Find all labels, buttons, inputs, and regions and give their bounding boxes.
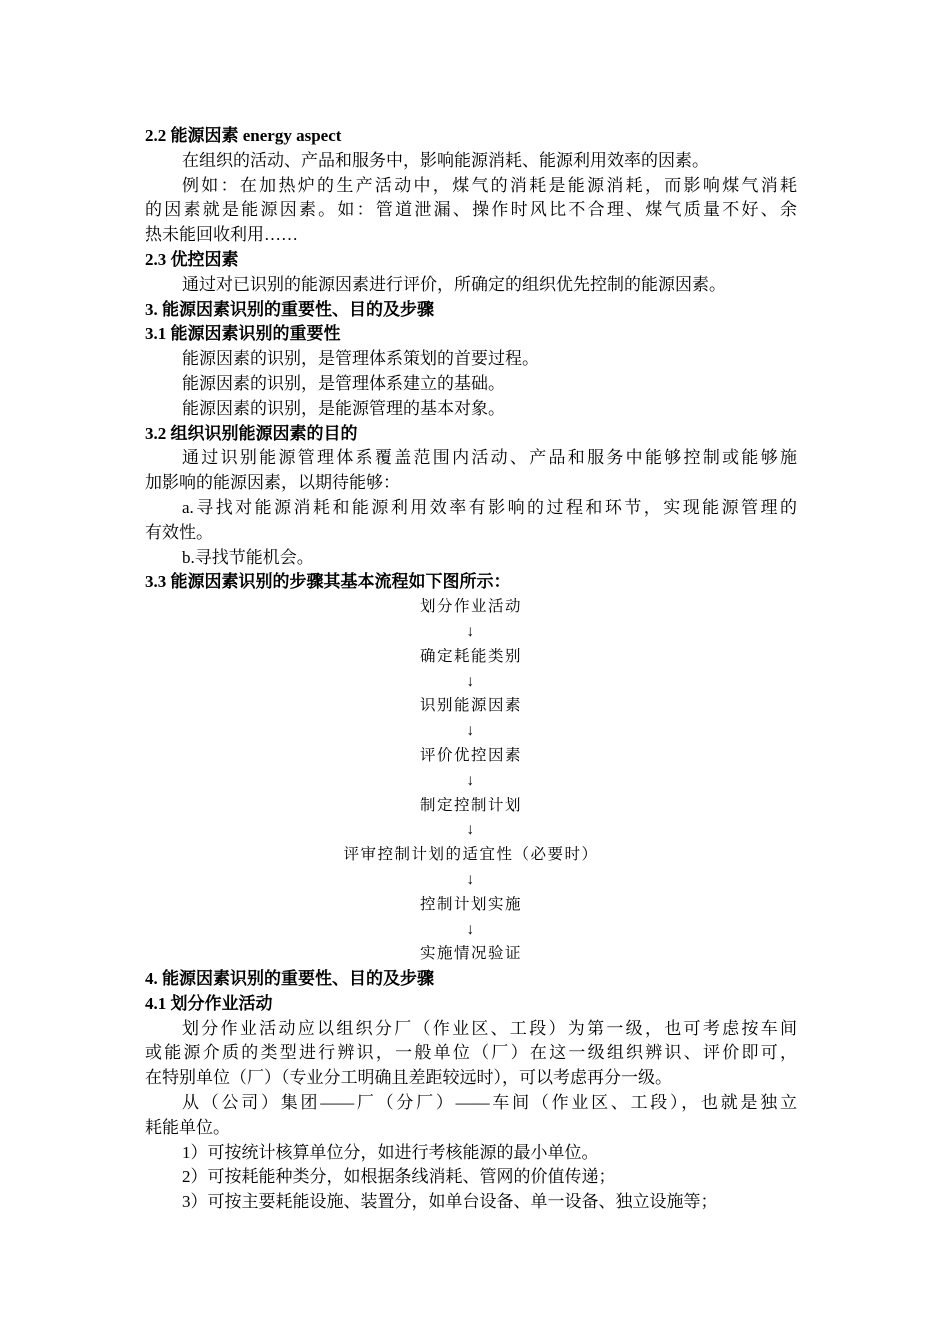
paragraph-line: 从（公司）集团——厂（分厂）——车间（作业区、工段），也就是独立 [182, 1093, 797, 1113]
flow-step-8: 实施情况验证 [419, 945, 522, 963]
paragraph: 能源因素的识别，是能源管理的基本对象。 [182, 398, 505, 418]
paragraph: 通过对已识别的能源因素进行评价，所确定的组织优先控制的能源因素。 [182, 274, 726, 294]
paragraph: 能源因素的识别，是管理体系策划的首要过程。 [182, 349, 539, 369]
section-heading-3-2: 3.2 组织识别能源因素的目的 [145, 423, 358, 443]
paragraph-line: 在特别单位（厂）（专业分工明确且差距较远时），可以考虑再分一级。 [145, 1068, 672, 1088]
section-heading-2-2: 2.2 能源因素 energy aspect [145, 126, 342, 145]
flow-arrow: ↓ [466, 870, 476, 888]
document-body [145, 124, 797, 1215]
list-item-b: b.寻找节能机会。 [182, 547, 314, 567]
flow-arrow: ↓ [466, 771, 476, 789]
section-heading-4-1: 4.1 划分作业活动 [145, 993, 273, 1013]
paragraph: 在组织的活动、产品和服务中，影响能源消耗、能源利用效率的因素。 [182, 150, 709, 170]
section-heading-3-3: 3.3 能源因素识别的步骤其基本流程如下图所示： [145, 572, 511, 592]
flow-step-6: 评审控制计划的适宜性（必要时） [343, 846, 599, 864]
list-item-1: 1）可按统计核算单位分，如进行考核能源的最小单位。 [182, 1142, 599, 1162]
list-item-a: a.寻找对能源消耗和能源利用效率有影响的过程和环节，实现能源管理的 [182, 497, 797, 517]
paragraph-line: 通过识别能源管理体系覆盖范围内活动、产品和服务中能够控制或能够施 [182, 448, 797, 468]
section-heading-4: 4. 能源因素识别的重要性、目的及步骤 [145, 969, 434, 989]
flow-step-1: 划分作业活动 [419, 598, 522, 616]
flowchart [145, 595, 797, 967]
paragraph-line: 加影响的能源因素，以期待能够： [145, 473, 400, 493]
section-heading-3: 3. 能源因素识别的重要性、目的及步骤 [145, 299, 434, 319]
paragraph-line: 耗能单位。 [145, 1117, 230, 1137]
flow-arrow: ↓ [466, 672, 476, 690]
paragraph: 能源因素的识别，是管理体系建立的基础。 [182, 373, 505, 393]
flow-step-7: 控制计划实施 [419, 895, 522, 913]
paragraph-line: 的因素就是能源因素。如：管道泄漏、操作时风比不合理、煤气质量不好、余 [145, 200, 797, 220]
list-item-3: 3）可按主要耗能设施、装置分，如单台设备、单一设备、独立设施等； [182, 1192, 718, 1212]
paragraph-line: 例如：在加热炉的生产活动中，煤气的消耗是能源消耗，而影响煤气消耗 [182, 175, 797, 195]
flow-arrow: ↓ [466, 821, 476, 839]
list-item-2: 2）可按耗能种类分，如根据条线消耗、管网的价值传递； [182, 1167, 616, 1187]
flow-arrow: ↓ [466, 622, 476, 640]
flow-step-5: 制定控制计划 [419, 796, 522, 814]
flow-step-3: 识别能源因素 [419, 697, 522, 715]
section-heading-2-3: 2.3 优控因素 [145, 249, 239, 269]
flow-step-2: 确定耗能类别 [419, 647, 522, 665]
flow-arrow: ↓ [466, 722, 476, 740]
flow-step-4: 评价优控因素 [419, 746, 522, 764]
paragraph-line: 划分作业活动应以组织分厂（作业区、工段）为第一级，也可考虑按车间 [182, 1018, 797, 1038]
list-item-a-cont: 有效性。 [145, 522, 213, 542]
section-heading-3-1: 3.1 能源因素识别的重要性 [145, 324, 341, 344]
paragraph-line: 热未能回收利用…… [145, 225, 298, 245]
paragraph-line: 或能源介质的类型进行辨识，一般单位（厂）在这一级组织辨识、评价即可， [145, 1043, 797, 1063]
flow-arrow: ↓ [466, 920, 476, 938]
